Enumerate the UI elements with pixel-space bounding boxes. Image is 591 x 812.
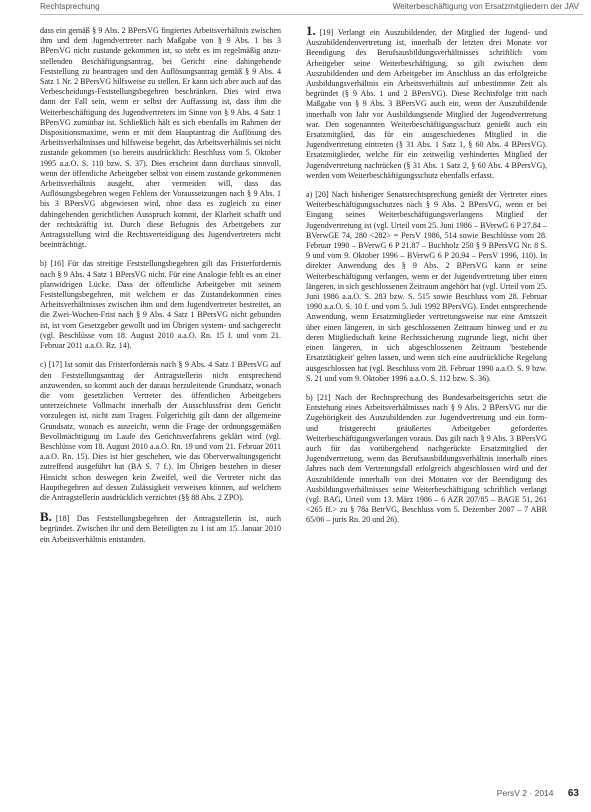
right-column: [306, 26, 547, 756]
paragraph-text: dass ein gemäß § 9 Abs. 2 BPersVG fingiertes Arbeitsverhältnis zwischen ihm und dem Jugendvertreter nach Maßgabe von § 9 Abs. 1 bis 3 BPersVG nicht zustande gekommen ist, so steht es im regelmäßig anzustellenden Beschäftigungsantrag, bei Gericht eine dahingehende Feststellung zu beantragen und den Auflösungsantrag gemäß § 9 Abs. 4 Satz 1 Nr. 2 BPersVG hilfsweise zu stellen. Er kann sich aber auch auf das Verbescheidungs-Feststellungsbegehren beschränken. Dies wird etwa dann der Fall sein, wenn er selbst der Auffassung ist, dass ihm die Weiterbeschäftigung des Jugendvertreters im Sinne von § 9 Abs. 4 Satz 1 BPersVG zumutbar ist. Schließlich hält es sich ebenfalls im Rahmen der Dispositionsmaxime, wenn er mit dem Hauptantrag die Auflösung des Arbeitsverhältnisses und hilfsweise begehrt, das Arbeitsverhältnis sei nicht zustande gekommen (so bereits ausdrücklich: Beschluss vom 5. Oktober 1995 a.a.O. S. 110 bzw. S. 37). Dies erscheint dann durchaus sinnvoll, wenn der öffentliche Arbeitgeber selbst von einem zustande gekommenen Arbeitsverhältnis ausgeht, aber vermeiden will, dass das Auflösungsbegehren wegen Fehlens der Voraussetzungen nach § 9 Abs. 1 bis 3 BPersVG abgewiesen wird, ohne dass es zugleich zu einer dahingehenden gerichtlichen Ausspruch kommt, der Klarheit schafft und der rechtskräftig ist. Durch diese Befugnis des Arbeitgebers zur Antragsstellung wird die Rechtsverteidigung des Jugendvertreters nicht beeinträchtigt.: [40, 26, 281, 250]
paragraph-marker: b): [306, 392, 313, 402]
header-rule: [40, 14, 583, 15]
running-header: [40, 2, 583, 18]
journal-issue: PersV 2 · 2014: [496, 788, 554, 798]
paragraph: [40, 259, 281, 351]
paragraph-text: [16] Für das streitige Feststellungsbegehren gilt das Fristerfordernis nach § 9 Abs. 4 Satz 1 BPersVG nicht. Für eine Analogie fehlt es an einer planwidrigen Lücke. Dass der öffentliche Arbeitgeber mit seinem Feststellungsbegehren, mit welchem er das Zustandekommen eines Arbeitsverhältnisses zwischen ihm und dem Jugendvertreter bestreitet, an die Zwei-Wochen-Frist nach § 9 Abs. 4 Satz 1 BPersVG nicht gebunden ist, ist vom Gesetzgeber gewollt und im Übrigen system- und sachgerecht (vgl. Beschlüsse vom 18. August 2010 a.a.O. Rn. 15 f. und vom 21. Februar 2011 a.a.O. Rz. 14).: [40, 259, 281, 351]
paragraph-text: [19] Verlangt ein Auszubildender, der Mitglied der Jugend- und Auszubildendenvertretung ist, innerhalb der letzten drei Monate vor Beendigung des Berufsausbildungsverhältnisses schriftlich vom Arbeitgeber seine Weiterbeschäftigung, so gilt zwischen dem Auszubildenden und dem Arbeitgeber im Anschluss an das erfolgreiche Ausbildungsverhältnis ein Arbeitsverhältnis auf unbestimmte Zeit als begründet (§ 9 Abs. 1 und 2 BPersVG). Diese Rechtsfolge tritt nach Maßgabe von § 9 Abs. 3 BPersVG auch ein, wenn der Auszubildende innerhalb von Jahr vor Ausbildungsende Mitglied der Jugendvertretung war. Den sogenannten Weiterbeschäftigungsschutz genießt auch ein Ersatzmitglied, das für ein ausgeschiedenes Mitglied in die Jugendvertretung eintreten (§ 31 Abs. 1 Satz 1, § 60 Abs. 4 BPersVG). Ersatzmitglieder, welche für ein zeitweilig verhindertes Mitglied der Jugendvertretung nachrücken (§ 31 Abs. 1 Satz 2, § 60 Abs. 4 BPersVG), werden vom Weiterbeschäftigungsschutz ebenfalls erfasst.: [306, 28, 547, 180]
paragraph-marker: b): [40, 259, 47, 269]
section-marker: B.: [40, 509, 52, 525]
paragraph: [40, 360, 281, 503]
paragraph: [40, 509, 281, 545]
page-number: 63: [567, 788, 579, 799]
paragraph: [306, 26, 547, 181]
paragraph-marker: a): [306, 190, 313, 200]
page-footer: [497, 788, 579, 799]
paragraph-text: [21] Nach der Rechtsprechung des Bundesarbeitsgerichts setzt die Entstehung eines Arbeitsverhältnisses nach § 9 Abs. 2 BPersVG nur die Zugehörigkeit des Auszubildenden zur Jugendvertretung und ein form- und fristgerecht geäußertes Arbeitgeber gefordertes Weiterbeschäftigungsverlangen voraus. Das gilt nach § 9 Abs. 3 BPersVG auch für das vorübergehend nachgerückte Ersatzmitglied der Jugendvertretung, wenn das Berufsausbildungsverhältnis innerhalb eines Jahres nach dem Vertretungsfall erfolgreich abgeschlossen wird und der Auszubildende innerhalb von drei Monaten vor der Beendigung des Ausbildungsverhältnisses seine Weiterbeschäftigung schriftlich verlangt (vgl. BAG, Urteil vom 13. März 1986 – 6 AZR 207/85 – BAGE 51, 261 <265 ff.> zu § 78a BetrVG, Beschluss vom 5. Dezember 2007 – 7 ABR 65/06 – juris Rn. 20 und 26).: [306, 392, 547, 525]
paragraph-text: [20] Nach bisheriger Senatsrechtsprechung genießt der Vertreter eines Weiterbeschäftigungsschutzes nach § 9 Abs. 2 BPersVG, wenn er bei Eingang seines Weiterbeschäftigungsverlangens Mitglied der Jugendvertretung ist (vgl. Urteil vom 25. Juni 1986 – BVerwG 6 P 27.84 – BVerwGE 74, 280 <282> = PersV 1986, 514 sowie Beschlüsse vom 28. Februar 1990 – BVerwG 6 P 21.87 – Buchholz 250 § 9 BPersVG Nr. 8 S. 9 und vom 9. Oktober 1996 – BVerwG 6 P 20.94 – PersV 1996, 110). In direkter Anwendung des § 9 Abs. 2 BPersVG kann er seine Weiterbeschäftigung verlangen, wenn er der Jugendvertretung über einen längeren, in sich geschlossenen Zeitraum angehört hat (vgl. Urteil vom 25. Juni 1986 a.a.O. S. 283 bzw. S. 515 sowie Beschluss vom 28. Februar 1990 a.a.O. S. 10 f. und vom 5. Juli 1992 BPersVG). Endet entsprechende Anwendung, wenn Ersatzmitglieder vertretungsweise nur eine Amtszeit über einen längeren, in sich geschlossenen Zeitraum hinweg und er zu deren Mitgliedschaft keine Rechtssicherung zugrunde liegt, nicht über einen längeren, in sich abgeschlossenen Zeitraum 'bestehende Ersatztätigkeit' gelten lassen, und wenn sich eine ausdrückliche Regelung ausgeschlossen hat (vgl. Beschluss vom 28. Februar 1990 a.a.O. S. 9 bzw. S. 21 und vom 9. Oktober 1996 a.a.O. S. 112 bzw. S. 36).: [306, 190, 547, 383]
paragraph-marker: c): [40, 360, 47, 370]
paragraph: [306, 190, 547, 384]
left-column: [40, 26, 281, 774]
paragraph-text: [18] Das Feststellungsbegehren der Antragstellerin ist, auch begründet. Zwischen ihr und dem Beteiligten zu 1 ist am 15. Januar 2010 ein Arbeitsverhältnis entstanden.: [40, 514, 281, 544]
paragraph: [306, 393, 547, 526]
paragraph: [40, 26, 281, 250]
paragraph-text: [17] Ist somit das Fristerfordernis nach § 9 Abs. 4 Satz 1 BPersVG auf den Feststellungsantrag der Antragstellerin nicht entsprechend anzuwenden, so kommt auch der daraus herzuleitende Grundsatz, wonach die vom gesetzlichen Vertreter des öffentlichen Arbeitgebers unterzeichnete Vollmacht innerhalb der Ausschlussfrist dem Gericht vorzulegen ist, nicht zum Tragen. Folgerichtig gilt dann der allgemeine Grundsatz, wonach es ausreicht, wenn die Frage der ordnungsgemäßen Bevollmächtigung im Laufe des Gerichtsverfahrens geklärt wird (vgl. Beschlüsse vom 18. August 2010 a.a.O. Rn. 19 und vom 21. Februar 2011 a.a.O. Rn. 15). Dies ist hier geschehen, wie das Oberverwaltungsgericht zutreffend ausgeführt hat (BA S. 7 f.). Im Übrigen bestehen in dieser Hinsicht schon deswegen kein Zweifel, weil die Vertreter nicht das Hauptbegehren auf dessen Zulässigkeit verweisen können, auf welchem die Antragstellerin ausdrücklich verzichtet (§§ 88 Abs. 2 ZPO).: [40, 360, 281, 502]
section-marker: 1.: [306, 26, 316, 38]
header-section: Rechtsprechung: [40, 2, 100, 11]
header-title: Weiterbeschäftigung von Ersatzmitgliedern der JAV: [392, 2, 579, 11]
